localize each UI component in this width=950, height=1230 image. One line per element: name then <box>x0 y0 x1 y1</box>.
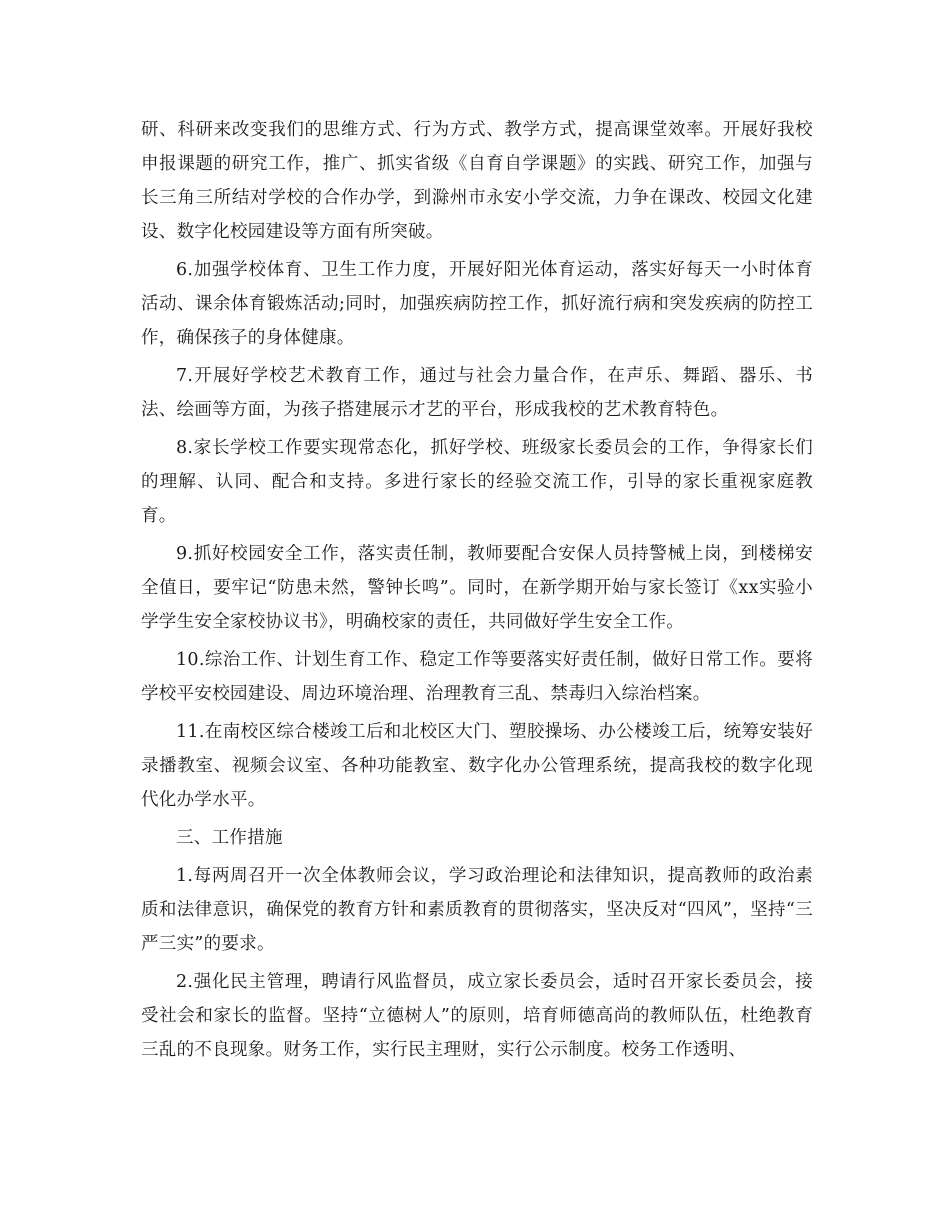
paragraph-item-6: 6.加强学校体育、卫生工作力度，开展好阳光体育运动，落实好每天一小时体育活动、课余体育锻炼活动;同时，加强疾病防控工作，抓好流行病和突发疾病的防控工作，确保孩子的身体健康。 <box>141 260 813 348</box>
measure-item-1: 1.每两周召开一次全体教师会议，学习政治理论和法律知识，提高教师的政治素质和法律意识，确保党的教育方针和素质教育的贯彻落实，坚决反对“四风”，坚持“三严三实”的要求。 <box>141 866 813 954</box>
paragraph-item-7: 7.开展好学校艺术教育工作，通过与社会力量合作，在声乐、舞蹈、器乐、书法、绘画等方面，为孩子搭建展示才艺的平台，形成我校的艺术教育特色。 <box>141 366 813 420</box>
document-body <box>141 113 813 1071</box>
measure-item-2: 2.强化民主管理，聘请行风监督员，成立家长委员会，适时召开家长委员会，接受社会和家长的监督。坚持“立德树人”的原则，培育师德高尚的教师队伍，杜绝教育三乱的不良现象。财务工作，实行民主理财，实行公示制度。校务工作透明、 <box>141 972 813 1060</box>
paragraph-continuation: 研、科研来改变我们的思维方式、行为方式、教学方式，提高课堂效率。开展好我校申报课题的研究工作，推广、抓实省级《自育自学课题》的实践、研究工作，加强与长三角三所结对学校的合作办学，到滁州市永安小学交流，力争在课改、校园文化建设、数字化校园建设等方面有所突破。 <box>141 120 813 242</box>
section-heading: 三、工作措施 <box>176 828 283 848</box>
paragraph-item-10: 10.综治工作、计划生育工作、稳定工作等要落实好责任制，做好日常工作。要将学校平安校园建设、周边环境治理、治理教育三乱、禁毒归入综治档案。 <box>141 650 813 704</box>
paragraph-item-8: 8.家长学校工作要实现常态化，抓好学校、班级家长委员会的工作，争得家长们的理解、认同、配合和支持。多进行家长的经验交流工作，引导的家长重视家庭教育。 <box>141 438 813 526</box>
paragraph-item-9: 9.抓好校园安全工作，落实责任制，教师要配合安保人员持警械上岗，到楼梯安全值日，要牢记“防患未然，警钟长鸣”。同时，在新学期开始与家长签订《xx实验小学学生安全家校协议书》，明确校家的责任，共同做好学生安全工作。 <box>141 544 813 632</box>
paragraph-item-11: 11.在南校区综合楼竣工后和北校区大门、塑胶操场、办公楼竣工后，统筹安装好录播教室、视频会议室、各种功能教室、数字化办公管理系统，提高我校的数字化现代化办学水平。 <box>141 722 813 810</box>
